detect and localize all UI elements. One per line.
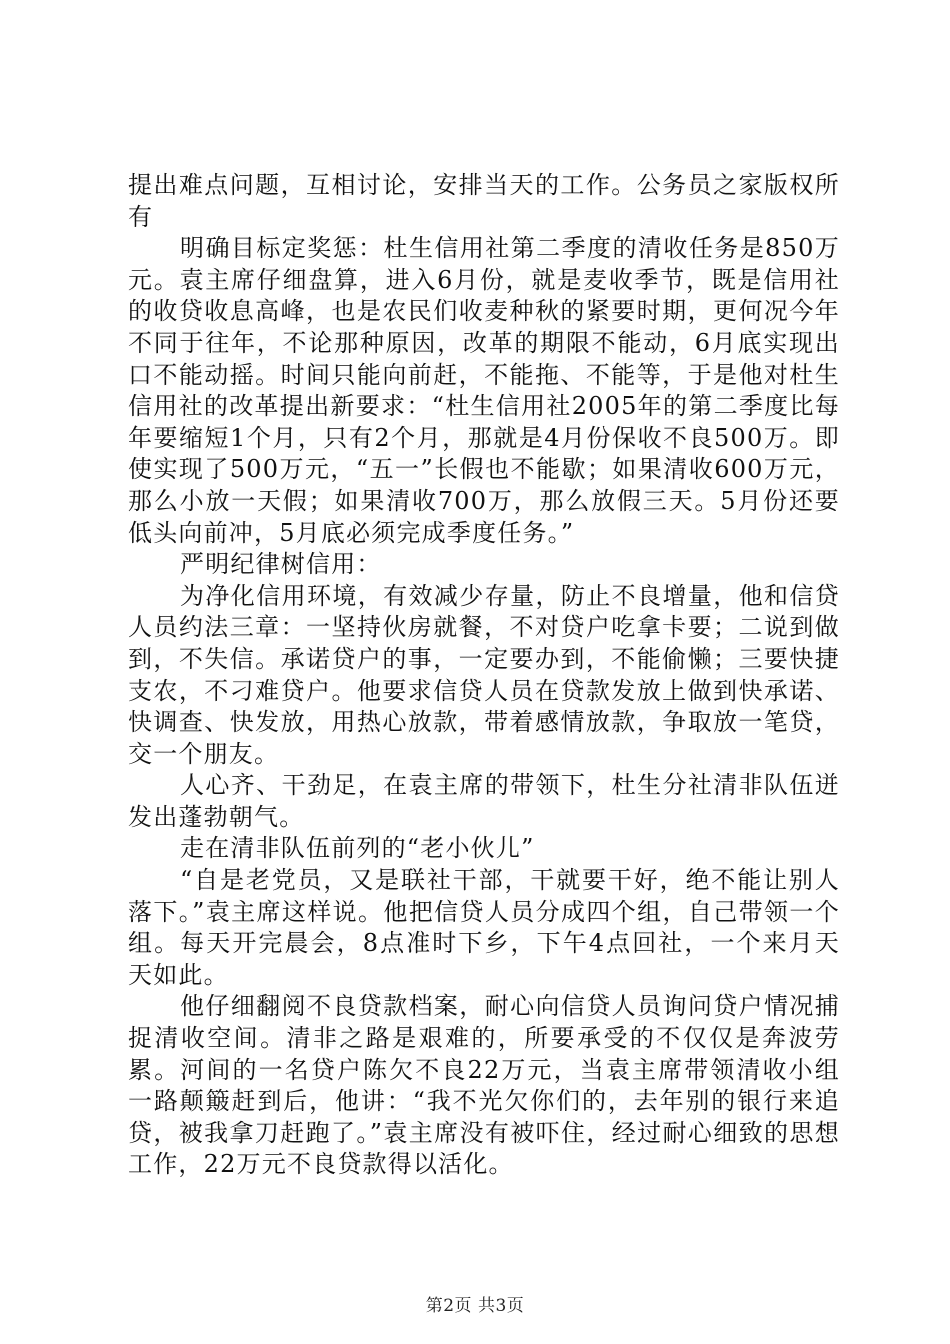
paragraph-8: 他仔细翻阅不良贷款档案，耐心向信贷人员询问贷户情况捕捉清收空间。清非之路是艰难的，所要承受的不仅仅是奔波劳累。河间的一名贷户陈欠不良22万元，当袁主席带领清收小组一路颠簸赶到后，他讲：“我不光欠你们的，去年别的银行来追贷，被我拿刀赶跑了。”袁主席没有被吓住，经过耐心细致的思想工作，22万元不良贷款得以活化。 — [128, 992, 840, 1179]
paragraph-3-heading: 严明纪律树信用： — [180, 550, 382, 579]
paragraph-1: 提出难点问题，互相讨论，安排当天的工作。公务员之家版权所有 — [128, 171, 840, 231]
paragraph-6-heading: 走在清非队伍前列的“老小伙儿” — [180, 834, 535, 863]
paragraph-4: 为净化信用环境，有效减少存量，防止不良增量，他和信贷人员约法三章：一坚持伙房就餐，不对贷户吃拿卡要；二说到做到，不失信。承诺贷户的事，一定要办到，不能偷懒；三要快捷支农，不刁难贷户。他要求信贷人员在贷款发放上做到快承诺、快调查、快发放，用热心放款，带着感情放款，争取放一笔贷，交一个朋友。 — [128, 581, 840, 768]
page-number-footer: 第2页 共3页 — [425, 1296, 525, 1316]
paragraph-2: 明确目标定奖惩：杜生信用社第二季度的清收任务是850万元。袁主席仔细盘算，进入6月份，就是麦收季节，既是信用社的收贷收息高峰，也是农民们收麦种秋的紧要时期，更何况今年不同于往年，不论那种原因，改革的期限不能动，6月底实现出口不能动摇。时间只能向前赶，不能拖、不能等，于是他对杜生信用社的改革提出新要求：“杜生信用社2005年的第二季度比每年要缩短1个月，只有2个月，那就是4月份保收不良500万。即使实现了500万元，“五一”长假也不能歇；如果清收600万元，那么小放一天假；如果清收700万，那么放假三天。5月份还要低头向前冲，5月底必须完成季度任务。” — [128, 234, 840, 547]
document-body — [128, 170, 840, 1181]
paragraph-7: “自是老党员，又是联社干部，干就要干好，绝不能让别人落下。”袁主席这样说。他把信贷人员分成四个组，自己带领一个组。每天开完晨会，8点准时下乡，下午4点回社，一个来月天天如此。 — [128, 866, 840, 989]
paragraph-5: 人心齐、干劲足，在袁主席的带领下，杜生分社清非队伍迸发出蓬勃朝气。 — [128, 771, 840, 831]
